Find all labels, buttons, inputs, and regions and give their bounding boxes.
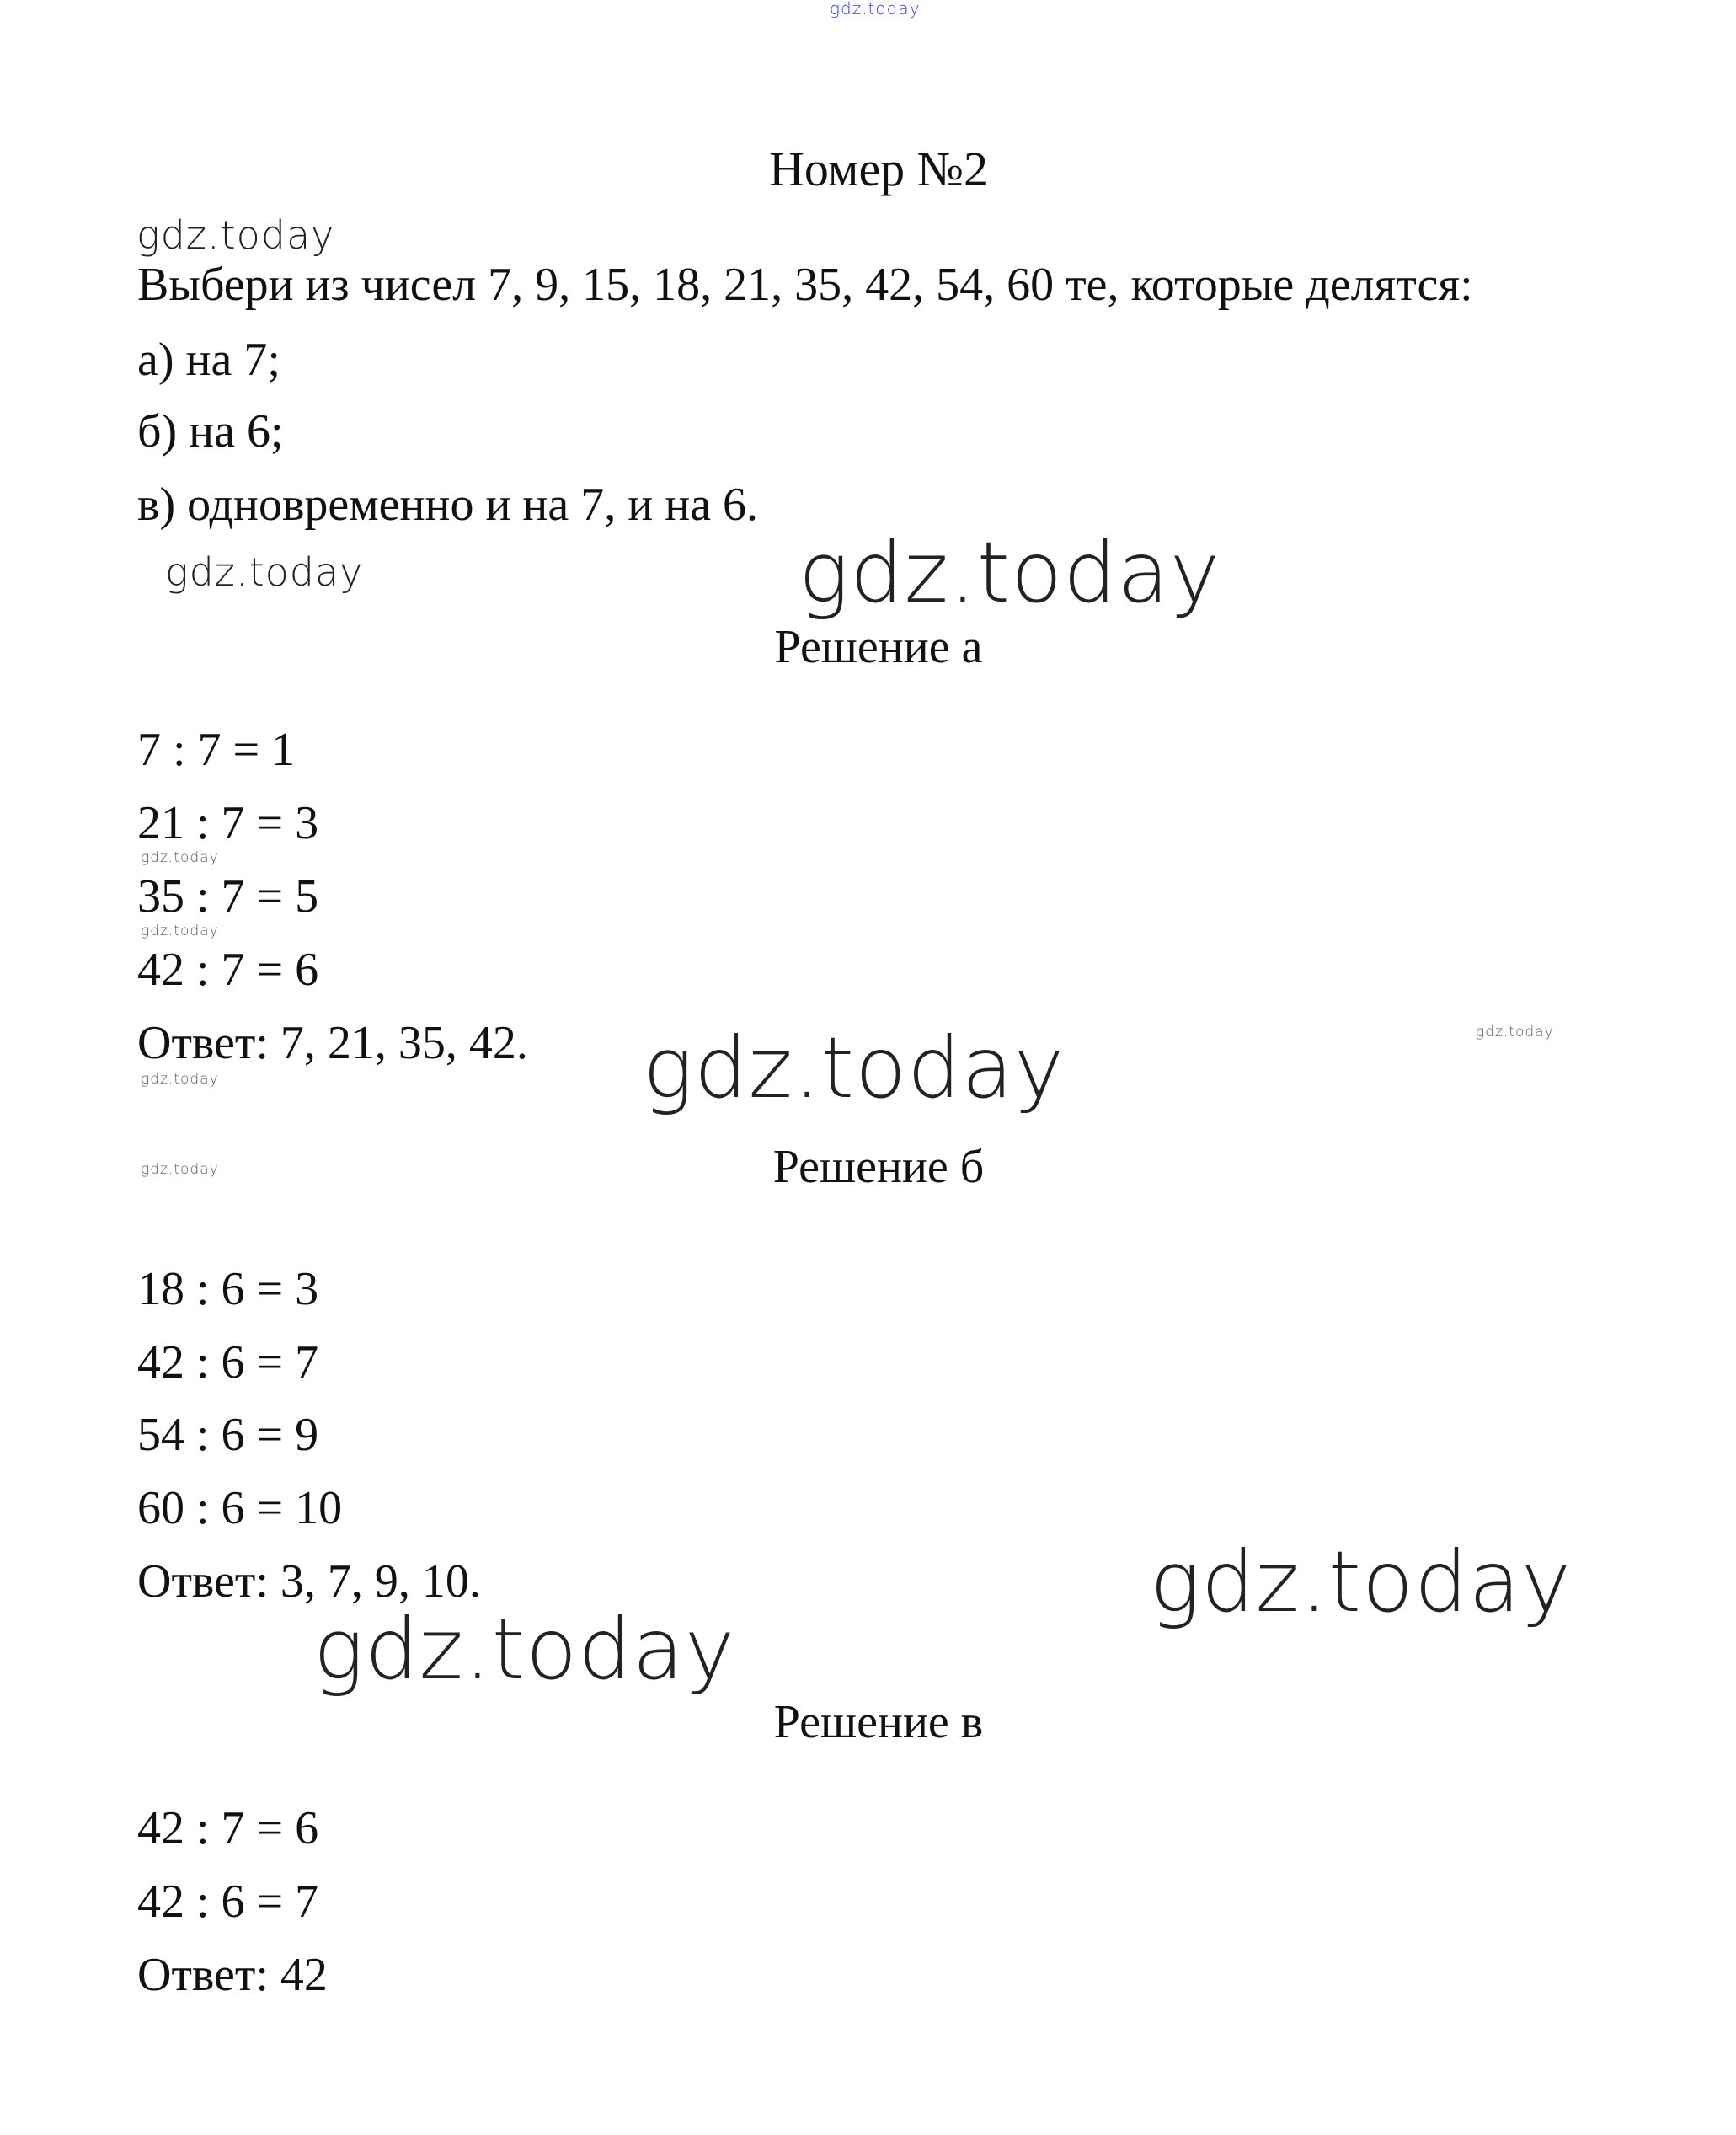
solution-line: 35 : 7 = 5 bbox=[137, 870, 319, 923]
task-item-c: в) одновременно и на 7, и на 6. bbox=[137, 479, 759, 531]
solution-answer: Ответ: 3, 7, 9, 10. bbox=[137, 1555, 481, 1608]
page-title: Номер №2 bbox=[768, 142, 989, 196]
solution-line: 60 : 6 = 10 bbox=[137, 1482, 343, 1534]
watermark: gdz.today bbox=[141, 1071, 219, 1088]
solution-answer: Ответ: 7, 21, 35, 42. bbox=[137, 1017, 528, 1069]
watermark: gdz.today bbox=[141, 923, 219, 939]
solution-line: 42 : 6 = 7 bbox=[137, 1336, 319, 1389]
solution-line: 42 : 6 = 7 bbox=[137, 1875, 319, 1928]
task-item-a: а) на 7; bbox=[137, 334, 280, 386]
watermark: gdz.today bbox=[799, 523, 1221, 622]
watermark: gdz.today bbox=[141, 1161, 219, 1178]
watermark: gdz.today bbox=[141, 849, 219, 866]
solution-line: 7 : 7 = 1 bbox=[137, 724, 296, 776]
solution-line: 54 : 6 = 9 bbox=[137, 1409, 319, 1461]
task-item-b: б) на 6; bbox=[137, 405, 284, 458]
solution-line: 21 : 7 = 3 bbox=[137, 797, 319, 849]
watermark: gdz.today bbox=[1150, 1533, 1573, 1631]
solution-line: 18 : 6 = 3 bbox=[137, 1263, 319, 1315]
solution-heading: Решение в bbox=[773, 1696, 984, 1748]
solution-line: 42 : 7 = 6 bbox=[137, 1802, 319, 1854]
solution-heading: Решение б bbox=[772, 1141, 985, 1193]
watermark: gdz.today bbox=[313, 1600, 736, 1699]
solution-line: 42 : 7 = 6 bbox=[137, 944, 319, 996]
solution-answer: Ответ: 42 bbox=[137, 1949, 328, 2001]
watermark: gdz.today bbox=[1476, 1024, 1554, 1041]
watermark: gdz.today bbox=[830, 0, 921, 19]
watermark: gdz.today bbox=[643, 1019, 1066, 1117]
watermark: gdz.today bbox=[136, 212, 335, 258]
task-text: Выбери из чисел 7, 9, 15, 18, 21, 35, 42, 54, 60 те, которые делятся: bbox=[137, 259, 1473, 311]
watermark: gdz.today bbox=[165, 549, 364, 595]
solution-heading: Решение а bbox=[774, 621, 983, 673]
